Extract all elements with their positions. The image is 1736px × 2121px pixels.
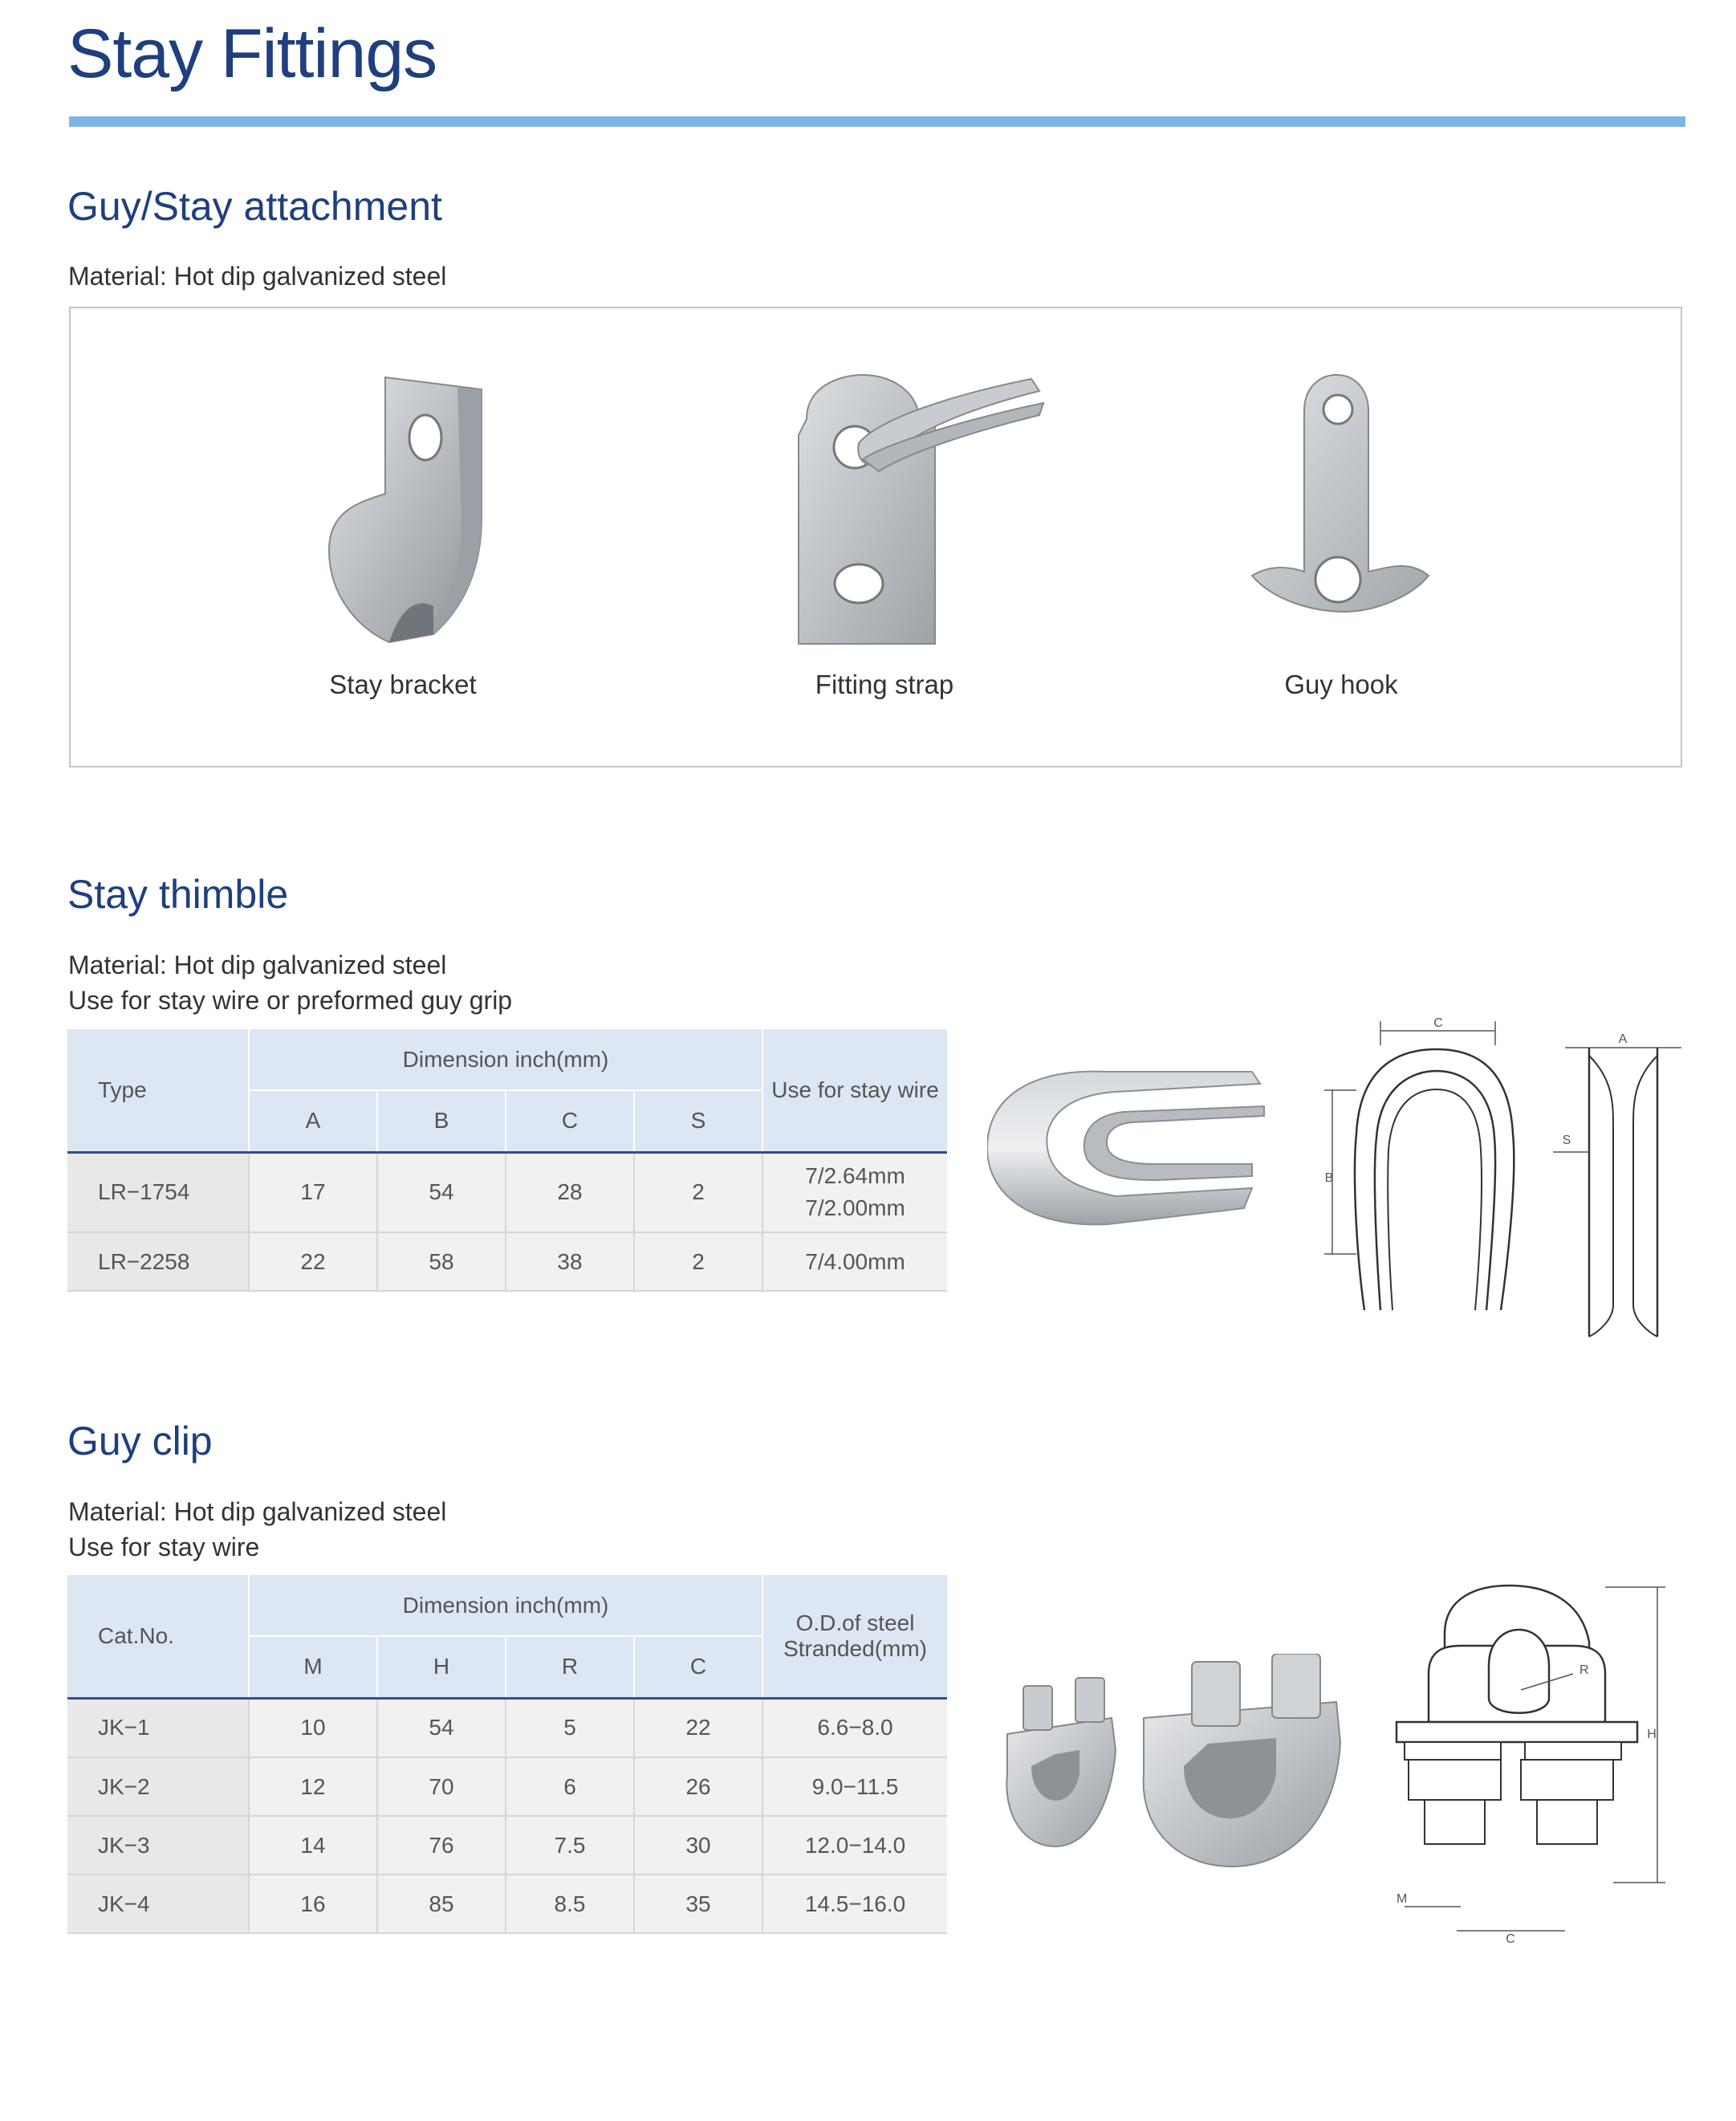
cell-h: 54 xyxy=(377,1698,506,1757)
header-od-line: Stranded(mm) xyxy=(783,1635,927,1661)
cell-cat: JK−4 xyxy=(67,1875,249,1933)
header-col-s: S xyxy=(634,1090,762,1152)
item-label-fitting-strap: Fitting strap xyxy=(815,670,954,699)
guy-clip-photo-icon xyxy=(999,1654,1368,1879)
cell-use-line: 7/2.00mm xyxy=(805,1195,905,1221)
cell-r: 7.5 xyxy=(506,1816,634,1875)
cell-b: 58 xyxy=(377,1232,506,1291)
header-od xyxy=(762,1575,947,1698)
header-dimension: Dimension inch(mm) xyxy=(249,1575,762,1636)
table-row xyxy=(67,1816,947,1875)
drawing-label-a: A xyxy=(1618,1032,1628,1046)
header-col-r: R xyxy=(506,1636,634,1698)
item-label-guy-hook: Guy hook xyxy=(1284,670,1398,699)
cell-type: LR−1754 xyxy=(67,1152,249,1232)
thimble-table xyxy=(67,1029,947,1292)
cell-cat: JK−1 xyxy=(67,1698,249,1757)
drawing-label-b: B xyxy=(1324,1171,1334,1185)
cell-m: 14 xyxy=(249,1816,377,1875)
drawing-label-c: C xyxy=(1506,1932,1515,1946)
section-title-attachment: Guy/Stay attachment xyxy=(67,184,442,229)
clip-material: Material: Hot dip galvanized steel xyxy=(68,1497,447,1526)
table-row xyxy=(67,1152,947,1232)
drawing-label-s: S xyxy=(1562,1134,1571,1147)
cell-h: 70 xyxy=(377,1757,506,1816)
table-row xyxy=(67,1875,947,1933)
page-title: Stay Fittings xyxy=(67,15,437,92)
cell-h: 85 xyxy=(377,1875,506,1933)
header-dimension: Dimension inch(mm) xyxy=(249,1029,762,1090)
header-use: Use for stay wire xyxy=(762,1029,947,1152)
header-col-a: A xyxy=(249,1090,377,1152)
thimble-front-drawing xyxy=(1308,1013,1533,1342)
fitting-strap-icon xyxy=(791,371,1047,652)
cell-r: 8.5 xyxy=(506,1875,634,1933)
stay-bracket-icon xyxy=(313,365,506,654)
cell-s: 2 xyxy=(634,1232,762,1291)
cell-use: 7/4.00mm xyxy=(762,1232,947,1291)
header-col-m: M xyxy=(249,1636,377,1698)
thimble-photo-icon xyxy=(987,1068,1276,1228)
cell-od: 6.6−8.0 xyxy=(762,1698,947,1757)
cell-type: LR−2258 xyxy=(67,1232,249,1291)
header-col-c: C xyxy=(634,1636,762,1698)
cell-m: 10 xyxy=(249,1698,377,1757)
cell-c: 35 xyxy=(634,1875,762,1933)
drawing-label-c: C xyxy=(1433,1016,1443,1030)
cell-c: 28 xyxy=(506,1152,634,1232)
cell-s: 2 xyxy=(634,1152,762,1232)
drawing-label-h: H xyxy=(1647,1728,1657,1741)
section-title-clip: Guy clip xyxy=(67,1419,213,1464)
attachment-material: Material: Hot dip galvanized steel xyxy=(68,262,447,291)
cell-od: 14.5−16.0 xyxy=(762,1875,947,1933)
cell-c: 38 xyxy=(506,1232,634,1291)
thimble-use: Use for stay wire or preformed guy grip xyxy=(68,986,513,1015)
table-row xyxy=(67,1232,947,1291)
header-col-b: B xyxy=(377,1090,506,1152)
section-title-thimble: Stay thimble xyxy=(67,872,289,917)
cell-m: 12 xyxy=(249,1757,377,1816)
table-row xyxy=(67,1757,947,1816)
cell-h: 76 xyxy=(377,1816,506,1875)
header-cat-no: Cat.No. xyxy=(67,1575,249,1698)
cell-r: 5 xyxy=(506,1698,634,1757)
cell-c: 30 xyxy=(634,1816,762,1875)
title-rule xyxy=(69,116,1685,127)
guy-hook-icon xyxy=(1248,371,1433,636)
cell-od: 12.0−14.0 xyxy=(762,1816,947,1875)
header-col-h: H xyxy=(377,1636,506,1698)
table-row xyxy=(67,1698,947,1757)
drawing-label-r: R xyxy=(1579,1663,1589,1677)
header-type: Type xyxy=(67,1029,249,1152)
cell-r: 6 xyxy=(506,1757,634,1816)
header-col-c: C xyxy=(506,1090,634,1152)
cell-od: 9.0−11.5 xyxy=(762,1757,947,1816)
thimble-side-drawing xyxy=(1549,1032,1685,1345)
cell-m: 16 xyxy=(249,1875,377,1933)
cell-c: 26 xyxy=(634,1757,762,1816)
header-od-line: O.D.of steel xyxy=(795,1610,915,1635)
thimble-material: Material: Hot dip galvanized steel xyxy=(68,951,447,979)
cell-cat: JK−3 xyxy=(67,1816,249,1875)
item-label-stay-bracket: Stay bracket xyxy=(329,670,477,699)
clip-use: Use for stay wire xyxy=(68,1533,260,1561)
cell-c: 22 xyxy=(634,1698,762,1757)
drawing-label-m: M xyxy=(1397,1892,1408,1906)
cell-a: 17 xyxy=(249,1152,377,1232)
cell-a: 22 xyxy=(249,1232,377,1291)
cell-b: 54 xyxy=(377,1152,506,1232)
cell-use xyxy=(762,1152,947,1232)
clip-table xyxy=(67,1575,947,1934)
cell-use-line: 7/2.64mm xyxy=(805,1163,905,1189)
cell-cat: JK−2 xyxy=(67,1757,249,1816)
guy-clip-drawing xyxy=(1380,1569,1685,1947)
